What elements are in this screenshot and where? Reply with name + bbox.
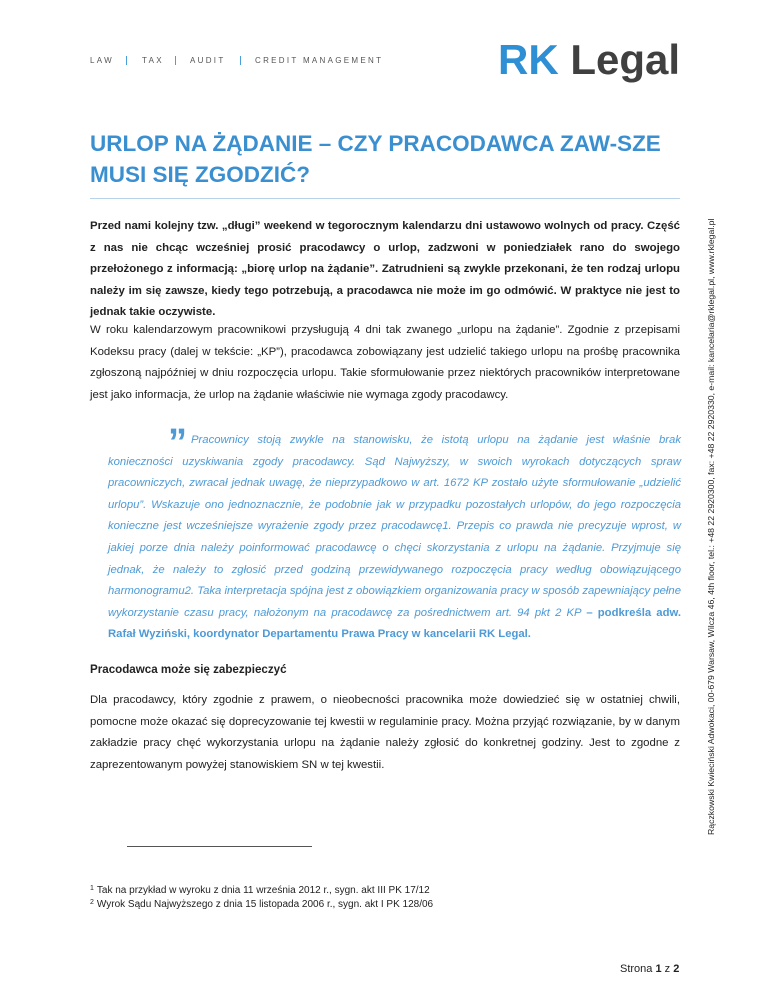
- section-heading: Pracodawca może się zabezpieczyć: [90, 663, 287, 676]
- article-paragraph: Dla pracodawcy, który zgodnie z prawem, o nieobecności pracownika może dowiedzieć się w ostatniej chwili, pomocne może okazać się doprecyzowanie tej kwestii w regulaminie pracy. Można przyjąć rozwiązanie, by w danym zakładzie pracy chęć wykorzystania urlopu na żądanie należy zgłosić do konkretnej godziny. Jest to zgodne z zaprezentowanym powyżej stanowiskiem SN w tej kwestii.: [90, 694, 680, 771]
- footnote-divider: [127, 846, 312, 847]
- rk-legal-logo: RK Legal: [498, 36, 681, 83]
- quote-text: Pracownicy stoją zwykle na stanowisku, że istotą urlopu na żądanie jest właśnie brak konieczności uzyskiwania zgody pracodawcy. Sąd Najwyższy, w swoich wyrokach dotyczących spraw pracowniczych, zwracał jednak uwagę, że nieprzypadkowo w art. 1672 KP zostało użyte sformułowanie „udzielić urlopu”. Wskazuje ono jednoznacznie, że podobnie jak w przypadku pozostałych urlopów, do jego rozpoczęcia konieczne jest wcześniejsze wyrażenie zgody przez pracodawcę1. Przepis co prawda nie precyzuje wprost, w jakiej porze dnia należy poinformować pracodawcę o chęci skorzystania z urlopu na żądanie. Przyjmuje się jednak, że należy to zgłosić przed godziną przewidywanego rozpoczęcia pracy według obowiązującego harmonogramu2. Taka interpretacja spójna jest z obowiązkiem organizowania pracy w sposób zapewniający pełne wykorzystanie czasu pracy, nałożonym na pracodawcę za pośrednictwem art. 94 pkt 2 KP: [108, 434, 681, 619]
- article-lead: Przed nami kolejny tzw. „długi” weekend w tegorocznym kalendarzu dni ustawowo wolnych od pracy. Część z nas nie chcąc wcześniej prosić pracodawcy o urlop, zadzwoni w poniedziałek rano do swojego przełożonego z informacją: „biorę urlop na żądanie”. Zatrudnieni są zwykle przekonani, że ten rodzaj urlopu należy im się zawsze, kiedy tego potrzebują, a pracodawca nie może im go odmówić. W praktyce nie jest to jednak takie oczywiste.: [90, 220, 680, 319]
- pull-quote: [108, 422, 681, 646]
- nav-divider: [126, 56, 127, 65]
- nav-credit-management: CREDIT MANAGEMENT: [255, 56, 384, 65]
- sidebar-contact-info: Rączkowski Kwieciński Adwokaci, 00-679 Warsaw, Wilcza 46, 4th floor, tel.: +48 22 2920300, fax: +48 22 2920330, e-mail: kancelaria@rklegal.pl, www.rklegal.pl: [706, 218, 716, 835]
- quote-mark-icon: ”: [168, 422, 187, 464]
- footnote: $^1$ Tak na przykład w wyroku z dnia 11 września 2012 r., sygn. akt III PK 17/12: [90, 885, 430, 896]
- nav-law: LAW: [90, 56, 114, 65]
- footnote: $^2$ Wyrok Sądu Najwyższego z dnia 15 listopada 2006 r., sygn. akt I PK 128/06: [90, 899, 434, 910]
- article-title: URLOP NA ŻĄDANIE – CZY PRACODAWCA ZAW-SZE MUSI SIĘ ZGODZIĆ?: [90, 131, 661, 187]
- nav-divider: [175, 56, 176, 65]
- page-number: Strona 1 z 2: [620, 963, 680, 975]
- title-divider: [90, 198, 680, 199]
- article-paragraph: W roku kalendarzowym pracownikowi przysługują 4 dni tak zwanego „urlopu na żądanie”. Zgodnie z przepisami Kodeksu pracy (dalej w tekście: „KP”), pracodawca zobowiązany jest udzielić takiego urlopu na prośbę pracownika zgłoszoną najpóźniej w dniu rozpoczęcia urlopu. Takie sformułowanie przez niektórych pracowników interpretowane jest jako informacja, że urlop na żądanie właściwie nie wymaga zgody pracodawcy.: [90, 324, 680, 401]
- nav-audit: AUDIT: [190, 56, 226, 65]
- quote-attribution: – podkreśla adw. Rafał Wyziński, koordynator Departamentu Prawa Pracy w kancelarii RK Legal.: [108, 606, 681, 641]
- nav-divider: [240, 56, 241, 65]
- nav-tax: TAX: [142, 56, 164, 65]
